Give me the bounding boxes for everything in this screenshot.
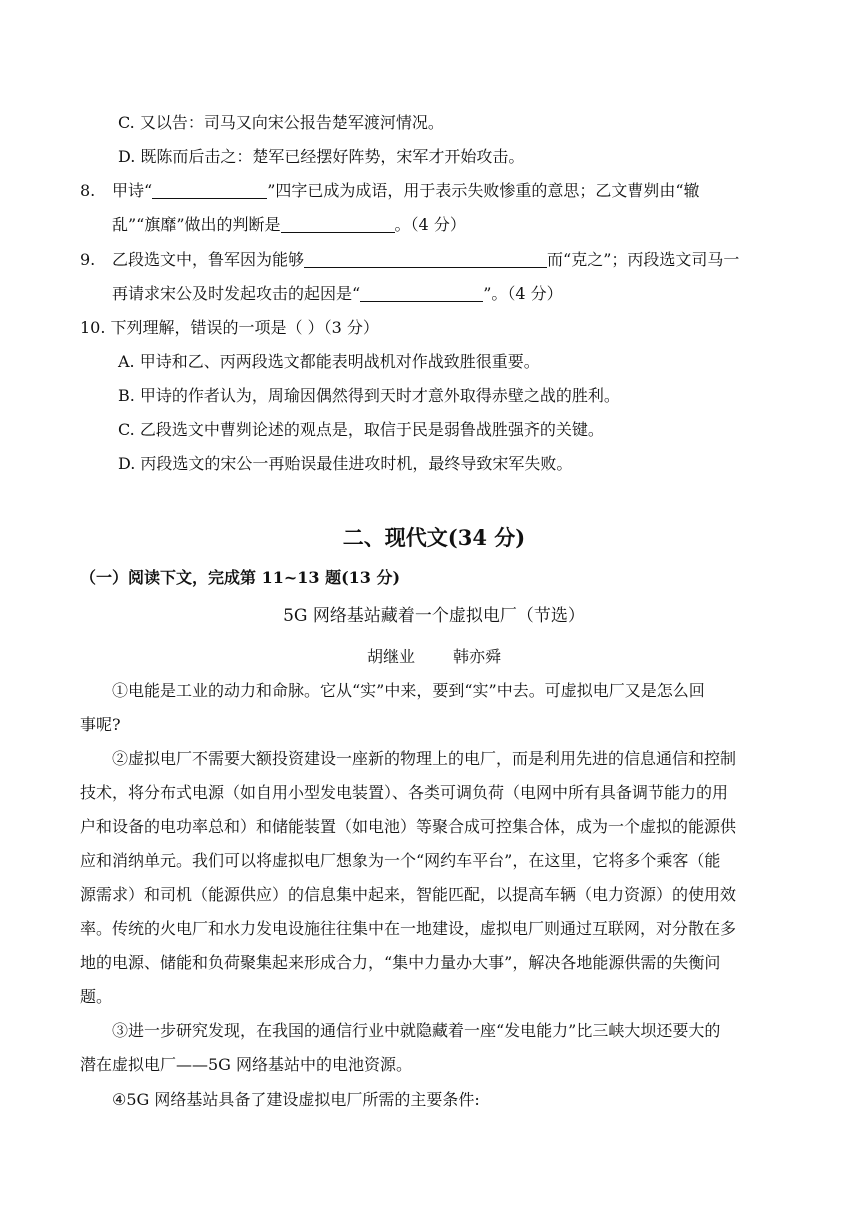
paragraph-line: 源需求）和司机（能源供应）的信息集中起来，智能匹配，以提高车辆（电力资源）的使用效 — [80, 885, 737, 904]
paragraph-line: ③进一步研究发现，在我国的通信行业中就隐藏着一座“发电能力”比三峡大坝还要大的 — [112, 1021, 721, 1040]
q9-text-a: 乙段选文中，鲁军因为能够 — [112, 250, 305, 269]
q8-number: 8. — [80, 181, 96, 200]
q9-line-1 — [112, 249, 739, 271]
q8-answer-blank-1[interactable] — [152, 182, 267, 199]
article-title: 5G 网络基站藏着一个虚拟电厂（节选） — [283, 606, 585, 626]
q9-text-b: 而“克之”；丙段选文司马一 — [547, 250, 740, 269]
q8-text-b: ”四字已成为成语，用于表示失败惨重的意思；乙文曹刿由“辙 — [267, 181, 700, 200]
paragraph-line: ④5G 网络基站具备了建设虚拟电厂所需的主要条件: — [112, 1090, 480, 1109]
q10-option-a: A. 甲诗和乙、丙两段选文都能表明战机对作战致胜很重要。 — [118, 352, 540, 371]
q9-number: 9. — [80, 250, 96, 269]
q8-text-a: 甲诗“ — [112, 181, 153, 200]
q8-line-2 — [112, 214, 466, 236]
q7-option-d: D. 既陈而后击之：楚军已经摆好阵势，宋军才开始攻击。 — [118, 147, 525, 166]
q8-answer-blank-2[interactable] — [281, 216, 395, 233]
q8-text-d: 。（4 分） — [394, 215, 466, 234]
paragraph-line: 户和设备的电功率总和）和储能装置（如电池）等聚合成可控集合体，成为一个虚拟的能源供 — [80, 817, 737, 836]
q9-answer-blank-2[interactable] — [360, 285, 483, 302]
author-name: 胡继业 — [366, 647, 415, 666]
paragraph-line: 地的电源、储能和负荷聚集起来形成合力，“集中力量办大事”，解决各地能源供需的失衡问 — [80, 953, 721, 972]
paragraph-line: 技术，将分布式电源（如自用小型发电装置）、各类可调负荷（电网中所有具备调节能力的用 — [80, 783, 729, 802]
q9-text-c: 再请求宋公及时发起攻击的起因是“ — [112, 284, 361, 303]
paragraph-line: ①电能是工业的动力和命脉。它从“实”中来，要到“实”中去。可虚拟电厂又是怎么回 — [112, 681, 705, 700]
paragraph-line: 事呢? — [80, 715, 121, 734]
q10-option-d: D. 丙段选文的宋公一再贻误最佳进攻时机，最终导致宋军失败。 — [118, 454, 573, 473]
q10-stem: 10. 下列理解，错误的一项是（ ）（3 分） — [80, 318, 379, 337]
q8-text-c: 乱”“旗靡”做出的判断是 — [112, 215, 281, 234]
paragraph-line: 率。传统的火电厂和水力发电设施往往集中在一地建设，虚拟电厂则通过互联网，对分散在多 — [80, 919, 737, 938]
paragraph-line: 题。 — [80, 987, 113, 1006]
q10-option-c: C. 乙段选文中曹刿论述的观点是，取信于民是弱鲁战胜强齐的关键。 — [118, 420, 604, 439]
q8-line-1 — [112, 180, 700, 202]
q9-line-2 — [112, 283, 563, 305]
paragraph-line: ②虚拟电厂不需要大额投资建设一座新的物理上的电厂，而是利用先进的信息通信和控制 — [112, 749, 737, 768]
q7-option-c: C. 又以告：司马又向宋公报告楚军渡河情况。 — [118, 113, 444, 132]
q10-option-b: B. 甲诗的作者认为，周瑜因偶然得到天时才意外取得赤壁之战的胜利。 — [118, 386, 620, 405]
author-name: 韩亦舜 — [453, 647, 502, 666]
paragraph-line: 应和消纳单元。我们可以将虚拟电厂想象为一个“网约车平台”，在这里，它将多个乘客（能 — [80, 851, 721, 870]
paragraph-line: 潜在虚拟电厂——5G 网络基站中的电池资源。 — [80, 1055, 413, 1074]
article-authors — [0, 646, 868, 668]
q9-answer-blank-1[interactable] — [304, 251, 547, 268]
section-subheading: （一）阅读下文，完成第 11~13 题(13 分) — [80, 568, 401, 587]
q9-text-d: ”。（4 分） — [483, 284, 563, 303]
section-heading: 二、现代文(34 分) — [342, 525, 526, 550]
